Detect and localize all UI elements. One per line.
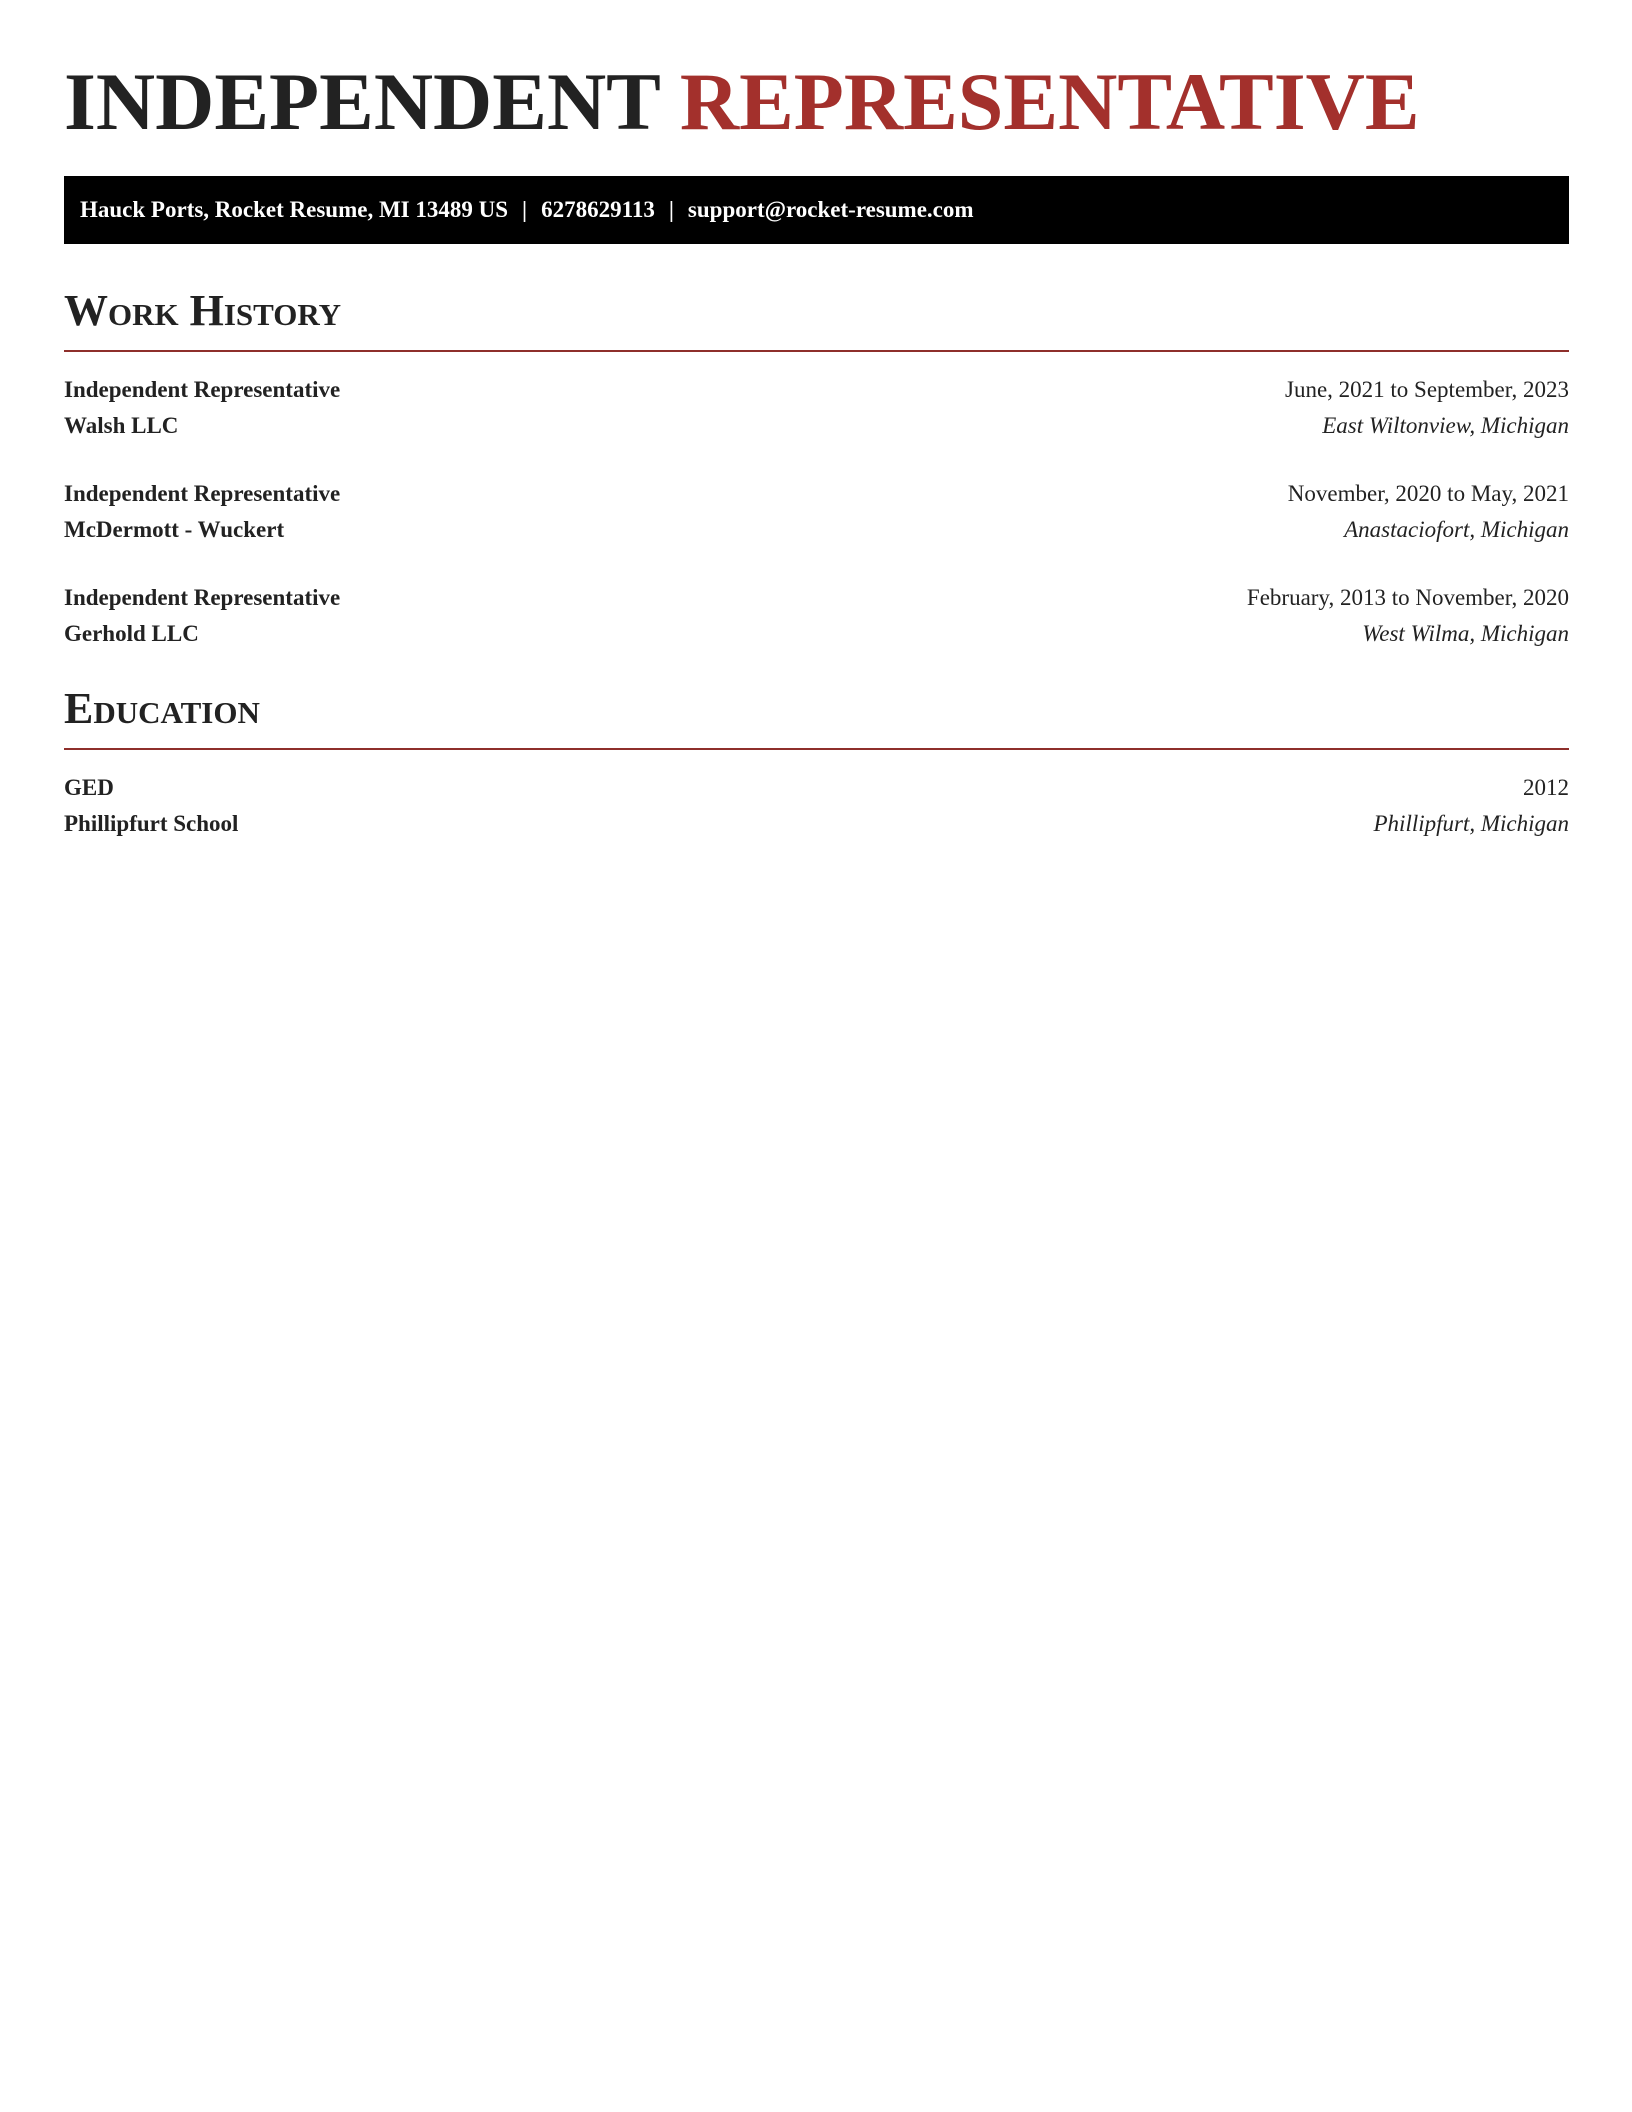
resume-page bbox=[64, 0, 1569, 842]
section-divider bbox=[64, 748, 1569, 750]
job-location: West Wilma, Michigan bbox=[1362, 621, 1569, 646]
name-last: REPRESENTATIVE bbox=[679, 56, 1420, 147]
education-degree: GED bbox=[64, 775, 114, 800]
section-divider bbox=[64, 350, 1569, 352]
job-position: Independent Representative bbox=[64, 377, 341, 402]
education-year: 2012 bbox=[1523, 775, 1569, 800]
contact-separator: | bbox=[668, 197, 674, 222]
job-dates: June, 2021 to September, 2023 bbox=[1285, 377, 1569, 402]
contact-address: Hauck Ports, Rocket Resume, MI 13489 US bbox=[80, 197, 509, 222]
job-company: Gerhold LLC bbox=[64, 621, 199, 646]
job-company: McDermott - Wuckert bbox=[64, 517, 285, 542]
education-entry bbox=[64, 770, 1569, 842]
work-entry bbox=[64, 476, 1569, 548]
contact-phone[interactable]: 6278629113 bbox=[541, 197, 655, 222]
contact-email[interactable]: support@rocket-resume.com bbox=[687, 197, 974, 222]
work-history-heading: Work History bbox=[64, 286, 342, 335]
job-position: Independent Representative bbox=[64, 481, 341, 506]
education-school: Phillipfurt School bbox=[64, 811, 239, 836]
job-company: Walsh LLC bbox=[64, 413, 179, 438]
education-location: Phillipfurt, Michigan bbox=[1373, 811, 1569, 836]
job-dates: February, 2013 to November, 2020 bbox=[1246, 585, 1569, 610]
candidate-name bbox=[64, 0, 1569, 152]
job-location: East Wiltonview, Michigan bbox=[1322, 413, 1569, 438]
job-position: Independent Representative bbox=[64, 585, 341, 610]
work-entry bbox=[64, 372, 1569, 444]
education-heading: Education bbox=[64, 684, 260, 733]
contact-separator: | bbox=[522, 197, 528, 222]
contact-bar bbox=[64, 176, 1569, 244]
job-dates: November, 2020 to May, 2021 bbox=[1287, 481, 1569, 506]
work-entry bbox=[64, 580, 1569, 652]
name-first: INDEPENDENT bbox=[64, 56, 660, 147]
job-location: Anastaciofort, Michigan bbox=[1344, 517, 1569, 542]
